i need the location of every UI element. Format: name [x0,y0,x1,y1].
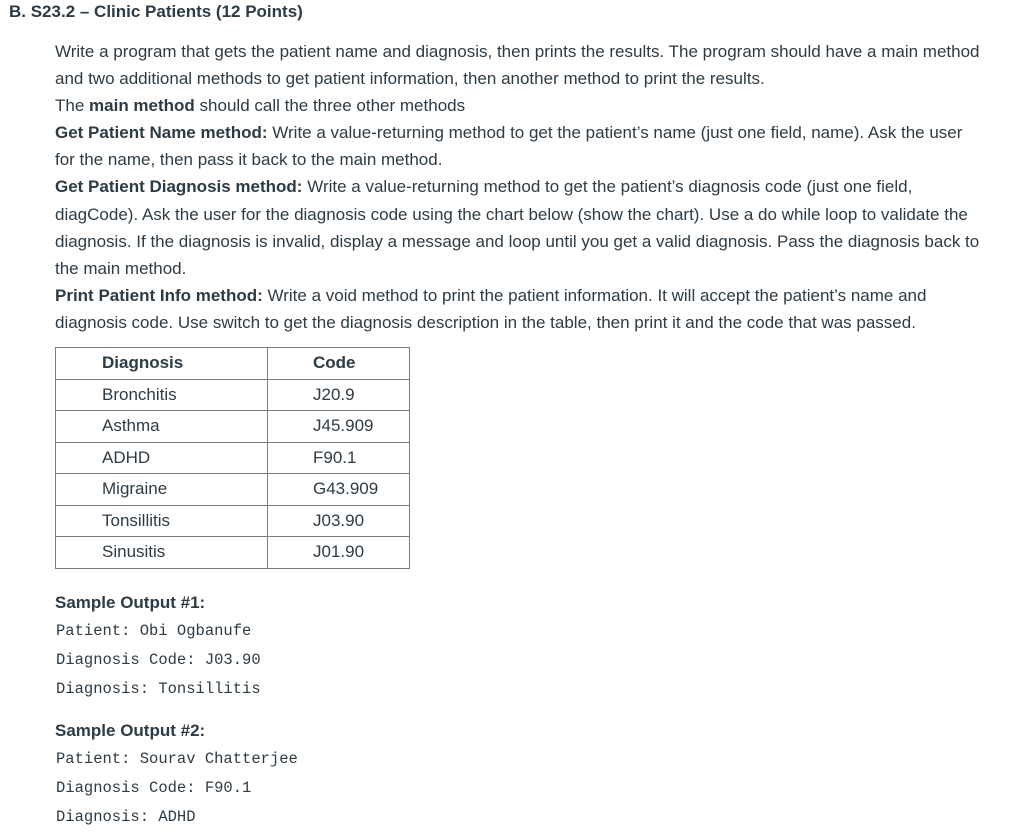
sample-output-line: Diagnosis Code: F90.1 [56,779,252,797]
get-name-label: Get Patient Name method: [55,123,268,143]
get-diagnosis-label: Get Patient Diagnosis method: [55,177,303,197]
table-header-row [56,348,410,380]
get-name-text: Write a value-returning method to get the patient’s name (just one field, name). Ask the user for the name, then pass it back to the main method. [55,123,963,170]
sample-output-1 [56,617,261,704]
table-row [56,411,410,443]
sample-output-2 [56,745,298,832]
intro-paragraph: Write a program that gets the patient name and diagnosis, then prints the results. The program should have a main method and two additional methods to get patient information, then another method to print the results. [55,42,980,89]
print-info-label: Print Patient Info method: [55,285,263,305]
assignment-description [55,38,985,336]
code-cell: F90.1 [268,442,410,474]
code-cell: J03.90 [268,505,410,537]
main-method-paragraph [55,92,985,119]
sample-output-line: Patient: Obi Ogbanufe [56,622,252,640]
sample-output-line: Diagnosis Code: J03.90 [56,651,261,669]
get-diagnosis-paragraph [55,173,985,281]
get-diagnosis-text: Write a value-returning method to get the patient’s diagnosis code (just one field, diagCode). Ask the user for the diagnosis code using the chart below (show the chart). Use a do while loop to validate the diagnosis. If the diagnosis is invalid, display a message and loop until you get a valid diagnosis. Pass the diagnosis back to the main method. [55,177,980,278]
table-header-code: Code [268,348,410,380]
diagnosis-cell: Sinusitis [56,537,268,569]
print-info-paragraph [55,282,985,336]
table-row [56,442,410,474]
code-cell: G43.909 [268,474,410,506]
code-cell: J01.90 [268,537,410,569]
table-row [56,474,410,506]
diagnosis-cell: ADHD [56,442,268,474]
sample-output-line: Patient: Sourav Chatterjee [56,750,298,768]
get-name-paragraph [55,119,985,173]
diagnosis-cell: Bronchitis [56,379,268,411]
code-cell: J20.9 [268,379,410,411]
sample-output-line: Diagnosis: ADHD [56,808,196,826]
sample-output-line: Diagnosis: Tonsillitis [56,680,261,698]
print-info-text: Write a void method to print the patient information. It will accept the patient’s name and diagnosis code. Use switch to get the diagnosis description in the table, then print it and the code that was passed. [55,285,927,332]
page-title: B. S23.2 – Clinic Patients (12 Points) [9,2,303,21]
sample-output-2-heading: Sample Output #2: [55,721,206,740]
diagnosis-cell: Asthma [56,411,268,443]
sample-output-1-heading: Sample Output #1: [55,593,206,612]
table-header-diagnosis: Diagnosis [56,348,268,380]
table-row [56,505,410,537]
main-method-label: main method [89,96,195,116]
diagnosis-cell: Migraine [56,474,268,506]
table-row [56,537,410,569]
diagnosis-cell: Tonsillitis [56,505,268,537]
table-row [56,379,410,411]
diagnosis-table [55,347,410,569]
main-method-prefix: The [55,96,90,116]
main-method-text: should call the three other methods [194,96,466,116]
code-cell: J45.909 [268,411,410,443]
